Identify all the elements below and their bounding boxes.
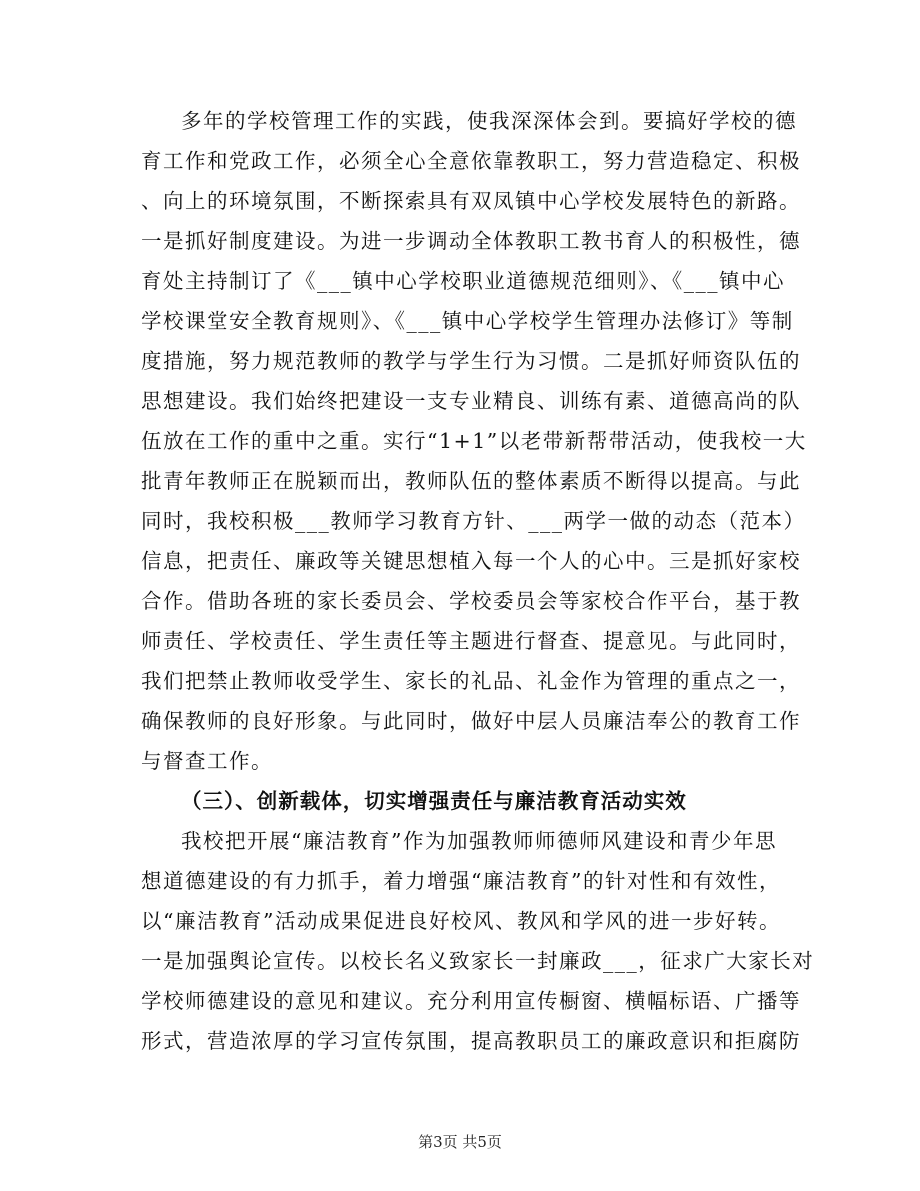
paragraph-line: 批青年教师正在脱颖而出，教师队伍的整体素质不断得以提高。与此 [141, 469, 801, 493]
section-heading: （三）、创新载体，切实增强责任与廉洁教育活动实效 [181, 789, 687, 813]
paragraph-line: 同时，我校积极___教师学习教育方针、___两学一做的动态（范本） [141, 509, 806, 533]
paragraph-line: 以“廉洁教育”活动成果促进良好校风、教风和学风的进一步好转。 [141, 909, 781, 933]
paragraph-line: 与督查工作。 [141, 749, 273, 773]
paragraph-line: 学校课堂安全教育规则》、《___镇中心学校学生管理办法修订》等制 [141, 309, 794, 333]
paragraph-line: 合作。借助各班的家长委员会、学校委员会等家校合作平台，基于教 [141, 589, 801, 613]
paragraph-line: 信息，把责任、廉政等关键思想植入每一个人的心中。三是抓好家校 [141, 549, 801, 573]
paragraph-line: 想道德建设的有力抓手，着力增强“廉洁教育”的针对性和有效性， [141, 869, 781, 893]
paragraph-line: 思想建设。我们始终把建设一支专业精良、训练有素、道德高尚的队 [141, 389, 801, 413]
paragraph-line: 确保教师的良好形象。与此同时，做好中层人员廉洁奉公的教育工作 [141, 709, 801, 733]
paragraph-line: 一是加强舆论宣传。以校长名义致家长一封廉政___，征求广大家长对 [141, 949, 815, 973]
paragraph-line: 、向上的环境氛围，不断探索具有双凤镇中心学校发展特色的新路。 [141, 189, 801, 213]
paragraph-line: 形式，营造浓厚的学习宣传氛围，提高教职员工的廉政意识和拒腐防 [141, 1029, 801, 1053]
paragraph-line: 育工作和党政工作，必须全心全意依靠教职工，努力营造稳定、积极 [141, 149, 801, 173]
paragraph-line: 学校师德建设的意见和建议。充分利用宣传橱窗、横幅标语、广播等 [141, 989, 801, 1013]
paragraph-line: 多年的学校管理工作的实践，使我深深体会到。要搞好学校的德 [181, 109, 797, 133]
paragraph-line: 师责任、学校责任、学生责任等主题进行督查、提意见。与此同时， [141, 629, 801, 653]
paragraph-line: 伍放在工作的重中之重。实行“1+1”以老带新帮带活动，使我校一大 [141, 429, 807, 453]
paragraph-line: 度措施，努力规范教师的教学与学生行为习惯。二是抓好师资队伍的 [141, 349, 801, 373]
paragraph-line: 我们把禁止教师收受学生、家长的礼品、礼金作为管理的重点之一， [141, 669, 801, 693]
paragraph-line: 育处主持制订了《___镇中心学校职业道德规范细则》、《___镇中心 [141, 269, 785, 293]
page-number-footer: 第3页 共5页 [418, 1133, 502, 1151]
paragraph-line: 一是抓好制度建设。为进一步调动全体教职工教书育人的积极性，德 [141, 229, 801, 253]
paragraph-line: 我校把开展“廉洁教育”作为加强教师师德师风建设和青少年思 [181, 829, 777, 853]
